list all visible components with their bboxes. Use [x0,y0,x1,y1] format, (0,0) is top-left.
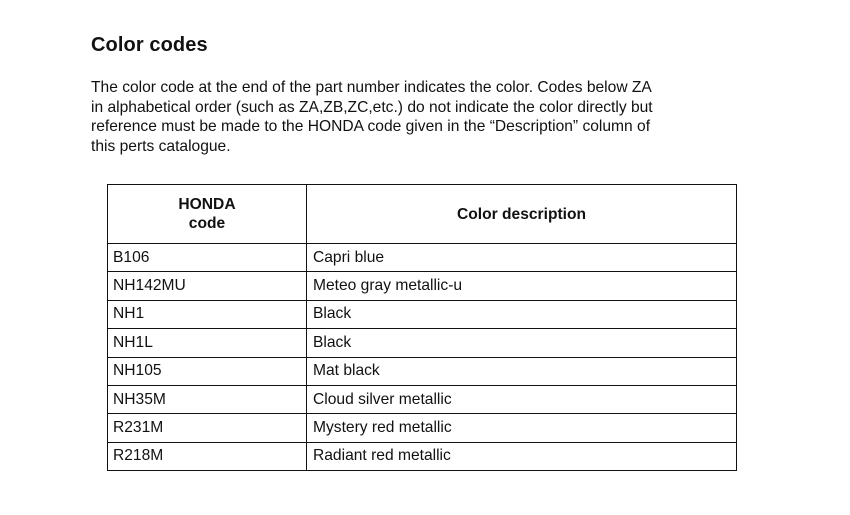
color-description-cell: Black [307,329,737,357]
honda-code-cell: R231M [108,414,307,442]
header-honda-code-line2: code [188,215,226,232]
honda-code-cell: B106 [108,244,307,272]
intro-line: reference must be made to the HONDA code given in the “Description” column of [91,118,651,136]
table-row [108,414,737,442]
intro-paragraph [91,78,771,156]
intro-line: this perts catalogue. [91,137,231,155]
header-honda-code-line1: HONDA [178,196,236,213]
color-description-cell: Mystery red metallic [307,414,737,442]
honda-code-cell: NH35M [108,385,307,413]
color-description-cell: Capri blue [307,244,737,272]
honda-code-cell: NH105 [108,357,307,385]
color-description-cell: Cloud silver metallic [307,385,737,413]
color-description-cell: Black [307,300,737,328]
page-title: Color codes [91,34,208,56]
header-color-description: Color description [307,185,737,244]
table-row [108,357,737,385]
table-row [108,329,737,357]
color-description-cell: Radiant red metallic [307,442,737,470]
header-honda-code [108,185,307,244]
color-description-cell: Mat black [307,357,737,385]
table-header-row [108,185,737,244]
color-description-cell: Meteo gray metallic-u [307,272,737,300]
table-row [108,385,737,413]
table-row [108,442,737,470]
honda-code-cell: NH142MU [108,272,307,300]
honda-code-cell: NH1 [108,300,307,328]
table-row [108,244,737,272]
honda-code-cell: NH1L [108,329,307,357]
intro-line: The color code at the end of the part number indicates the color. Codes below ZA [91,79,652,96]
intro-line: in alphabetical order (such as ZA,ZB,ZC,etc.) do not indicate the color directly but [91,98,653,116]
honda-code-cell: R218M [108,442,307,470]
color-code-table [107,184,737,471]
table-row [108,300,737,328]
table-row [108,272,737,300]
